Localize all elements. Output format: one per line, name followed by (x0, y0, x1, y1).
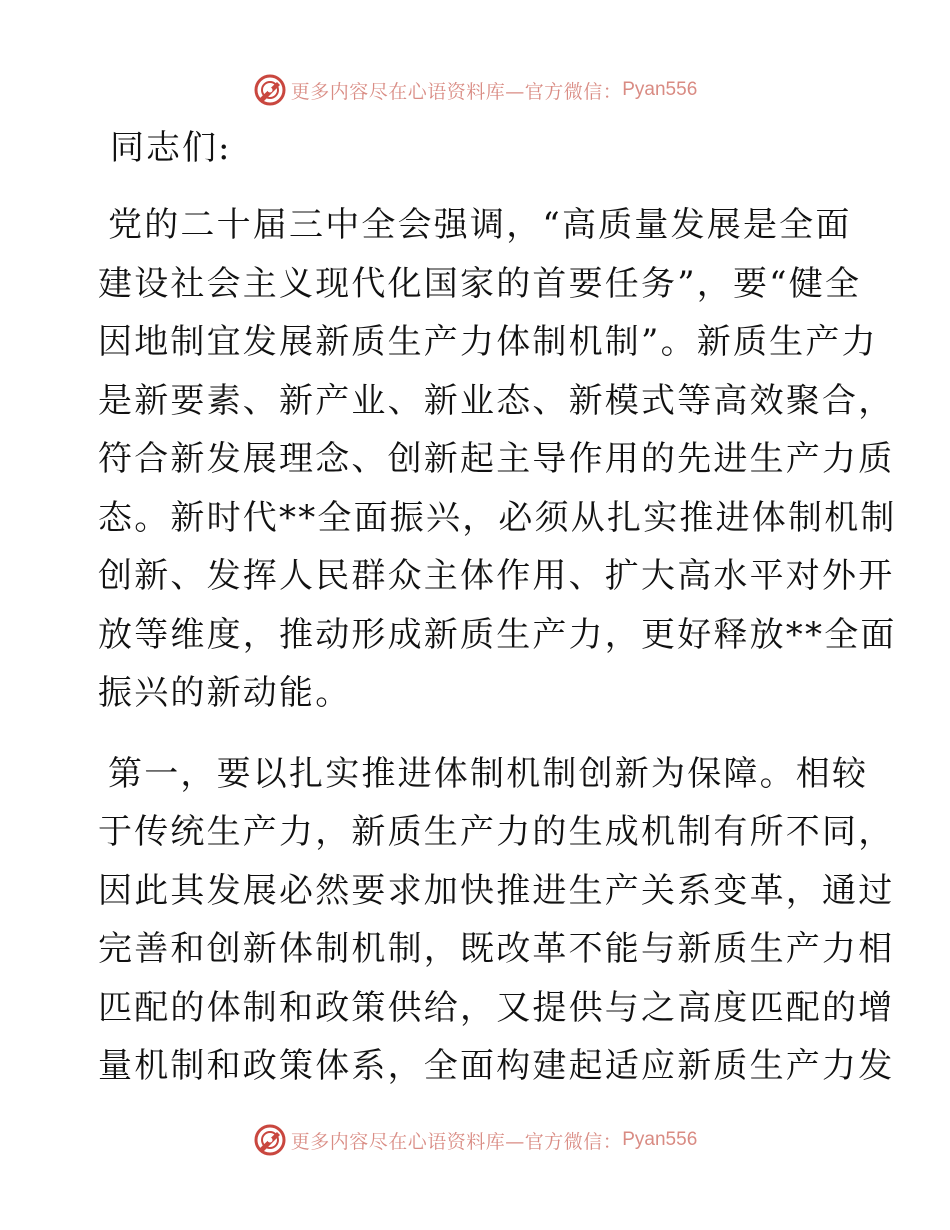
text-line: 于传统生产力，新质生产力的生成机制有所不同， (98, 812, 895, 852)
paragraph-2 (98, 745, 895, 1096)
text-line: 态。新时代**全面振兴，必须从扎实推进体制机制 (98, 497, 897, 538)
brand-logo-icon (253, 1123, 287, 1157)
watermark-text: 更多内容尽在心语资料库—官方微信： (290, 80, 623, 103)
document-body (98, 122, 897, 1118)
text-line: 是新要素、新产业、新业态、新模式等高效聚合， (98, 380, 895, 421)
footer-watermark (0, 1120, 950, 1160)
salutation: 同志们: (110, 128, 232, 168)
text-line: 量机制和政策体系，全面构建起适应新质生产力发 (98, 1046, 895, 1086)
text-line: 党的二十届三中全会强调，“高质量发展是全面 (108, 205, 852, 245)
watermark-text: 更多内容尽在心语资料库—官方微信： (290, 1130, 623, 1153)
text-line: 建设社会主义现代化国家的首要任务”，要“健全 (98, 263, 862, 304)
text-line: 因此其发展必然要求加快推进生产关系变革，通过 (98, 870, 895, 911)
header-watermark (0, 70, 950, 110)
watermark-wechat-id: Pyan556 (622, 79, 698, 100)
text-line: 匹配的体制和政策供给，又提供与之高度匹配的增 (98, 987, 895, 1028)
text-line: 第一，要以扎实推进体制机制创新为保障。相较 (108, 753, 869, 794)
watermark-wechat-id: Pyan556 (622, 1129, 698, 1150)
text-line: 完善和创新体制机制，既改革不能与新质生产力相 (98, 929, 895, 969)
text-line: 放等维度，推动形成新质生产力，更好释放**全面 (98, 614, 897, 655)
text-line: 因地制宜发展新质生产力体制机制”。新质生产力 (98, 322, 878, 362)
text-line: 符合新发展理念、创新起主导作用的先进生产力质 (98, 439, 895, 479)
brand-logo-icon (253, 73, 287, 107)
text-line: 创新、发挥人民群众主体作用、扩大高水平对外开 (98, 556, 895, 596)
paragraph-1 (98, 196, 897, 723)
text-line: 振兴的新动能。 (98, 673, 352, 713)
